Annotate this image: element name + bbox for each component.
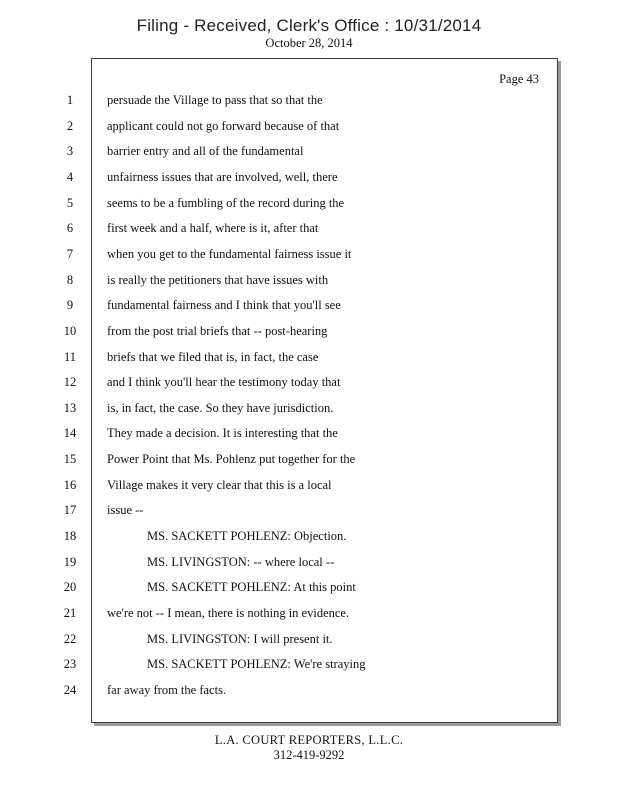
line-text: fundamental fairness and I think that you'll see (107, 298, 341, 313)
line-text: unfairness issues that are involved, well, there (107, 169, 338, 184)
line-text: applicant could not go forward because of that (107, 118, 340, 133)
line-number: 14 (63, 426, 77, 441)
line-text: when you get to the fundamental fairness issue it (107, 246, 352, 261)
line-number: 3 (66, 144, 74, 159)
page-number: Page 43 (499, 72, 539, 86)
line-number: 13 (63, 400, 77, 415)
line-text: MS. SACKETT POHLENZ: Objection. (147, 529, 347, 543)
line-number: 23 (63, 657, 77, 672)
line-text: briefs that we filed that is, in fact, the case (107, 349, 319, 364)
line-text: from the post trial briefs that -- post-hearing (107, 323, 328, 338)
line-number: 12 (63, 375, 77, 390)
line-number: 4 (66, 169, 74, 184)
reporter-name: L.A. COURT REPORTERS, L.L.C. (214, 733, 404, 747)
line-number: 10 (63, 323, 77, 338)
line-text: far away from the facts. (107, 682, 227, 697)
line-number: 6 (66, 221, 74, 236)
line-text: They made a decision. It is interesting that the (107, 426, 338, 441)
filing-stamp: Filing - Received, Clerk's Office : 10/31/2014 (136, 16, 482, 35)
line-number: 19 (63, 554, 77, 569)
line-number: 24 (63, 682, 77, 697)
line-number: 22 (63, 631, 77, 646)
line-text: first week and a half, where is it, after that (107, 221, 319, 236)
line-number: 2 (66, 118, 74, 133)
line-number: 16 (63, 477, 77, 492)
line-text: MS. LIVINGSTON: I will present it. (147, 631, 333, 646)
line-text: barrier entry and all of the fundamental (107, 144, 304, 159)
line-text: MS. SACKETT POHLENZ: We're straying (147, 657, 366, 672)
reporter-phone: 312-419-9292 (273, 748, 345, 762)
line-text: persuade the Village to pass that so that the (107, 93, 323, 107)
line-number: 7 (66, 246, 74, 261)
line-number: 5 (66, 195, 74, 210)
line-text: is really the petitioners that have issues with (107, 272, 329, 287)
line-number: 15 (63, 452, 77, 467)
line-number: 11 (63, 349, 77, 364)
line-text: Power Point that Ms. Pohlenz put together for the (107, 452, 356, 467)
line-number: 1 (66, 93, 74, 107)
line-number: 8 (66, 272, 74, 287)
line-number: 9 (66, 298, 74, 313)
transcript-date: October 28, 2014 (265, 36, 353, 50)
line-text: MS. SACKETT POHLENZ: At this point (147, 580, 356, 595)
line-text: MS. LIVINGSTON: -- where local -- (147, 554, 335, 569)
line-text: seems to be a fumbling of the record during the (107, 195, 345, 210)
line-text: issue -- (107, 503, 144, 518)
line-text: is, in fact, the case. So they have jurisdiction. (107, 400, 334, 415)
line-number: 18 (63, 529, 77, 543)
line-text: Village makes it very clear that this is a local (107, 477, 332, 492)
line-number: 20 (63, 580, 77, 595)
line-text: we're not -- I mean, there is nothing in evidence. (107, 606, 350, 620)
line-number: 21 (63, 606, 77, 620)
line-text: and I think you'll hear the testimony today that (107, 375, 341, 390)
line-number: 17 (63, 503, 77, 518)
